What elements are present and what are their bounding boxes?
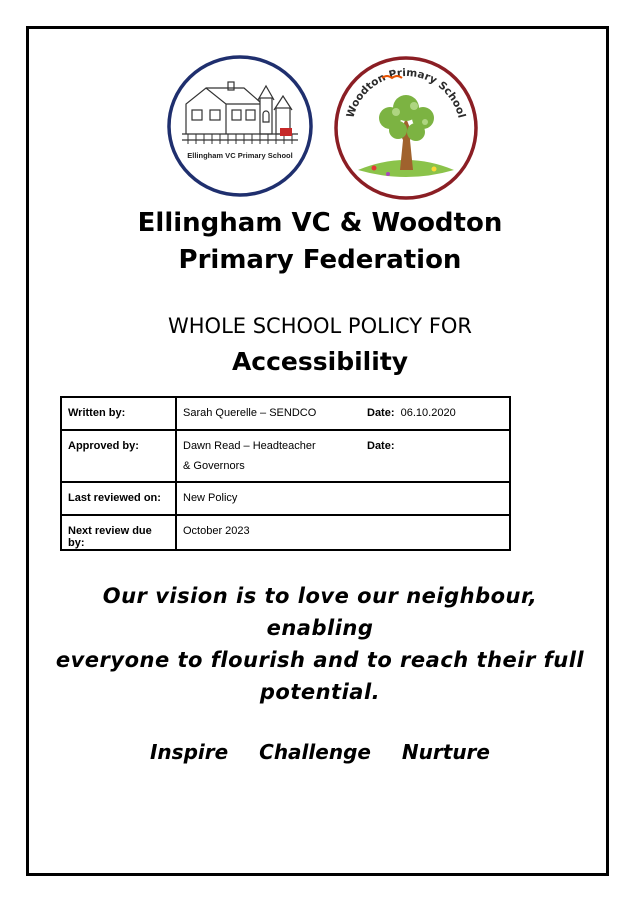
written-by-label: Written by: (61, 397, 176, 430)
woodton-logo-text: Woodton Primary School (344, 66, 468, 120)
logo-row (0, 52, 640, 202)
table-row (61, 430, 510, 482)
written-date-label: Date: (367, 407, 395, 419)
vision-line-2: everyone to flourish and to reach their full (55, 648, 585, 672)
ellingham-logo-text: Ellingham VC Primary School (187, 151, 293, 160)
value-challenge: Challenge (259, 740, 371, 764)
last-reviewed-value: New Policy (183, 492, 238, 504)
approved-date-label: Date: (367, 440, 395, 452)
written-date (367, 403, 456, 423)
next-review-label: Next review due by: (61, 515, 176, 550)
approved-by-cell (176, 430, 510, 482)
policy-heading: WHOLE SCHOOL POLICY FOR (167, 314, 473, 338)
written-by-value: Sarah Querelle – SENDCO (183, 407, 317, 419)
value-nurture: Nurture (401, 740, 490, 764)
vision-line-3: potential. (259, 680, 381, 704)
last-reviewed-label: Last reviewed on: (61, 482, 176, 515)
policy-info-table (60, 396, 511, 551)
title-line-2: Primary Federation (178, 245, 462, 275)
policy-subject: Accessibility (231, 347, 409, 376)
next-review-cell (176, 515, 510, 550)
approved-by-line-2: & Governors (183, 460, 245, 472)
title-line-1: Ellingham VC & Woodton (137, 208, 503, 238)
approved-date (367, 436, 395, 476)
woodton-school-logo (330, 52, 482, 202)
next-review-value: October 2023 (183, 525, 250, 537)
table-row (61, 515, 510, 550)
approved-by-line-1: Dawn Read – Headteacher (183, 440, 316, 452)
last-reviewed-cell (176, 482, 510, 515)
table-row (61, 397, 510, 430)
written-date-value: 06.10.2020 (400, 407, 456, 419)
written-by-cell (176, 397, 510, 430)
vision-statement (50, 580, 590, 708)
school-values (0, 738, 640, 766)
table-row (61, 482, 510, 515)
approved-by-label: Approved by: (61, 430, 176, 482)
value-inspire: Inspire (149, 740, 229, 764)
federation-title (0, 205, 640, 279)
vision-line-1: Our vision is to love our neighbour, enabling (102, 584, 538, 640)
ellingham-school-logo (164, 52, 316, 200)
approved-by-value (183, 436, 367, 476)
